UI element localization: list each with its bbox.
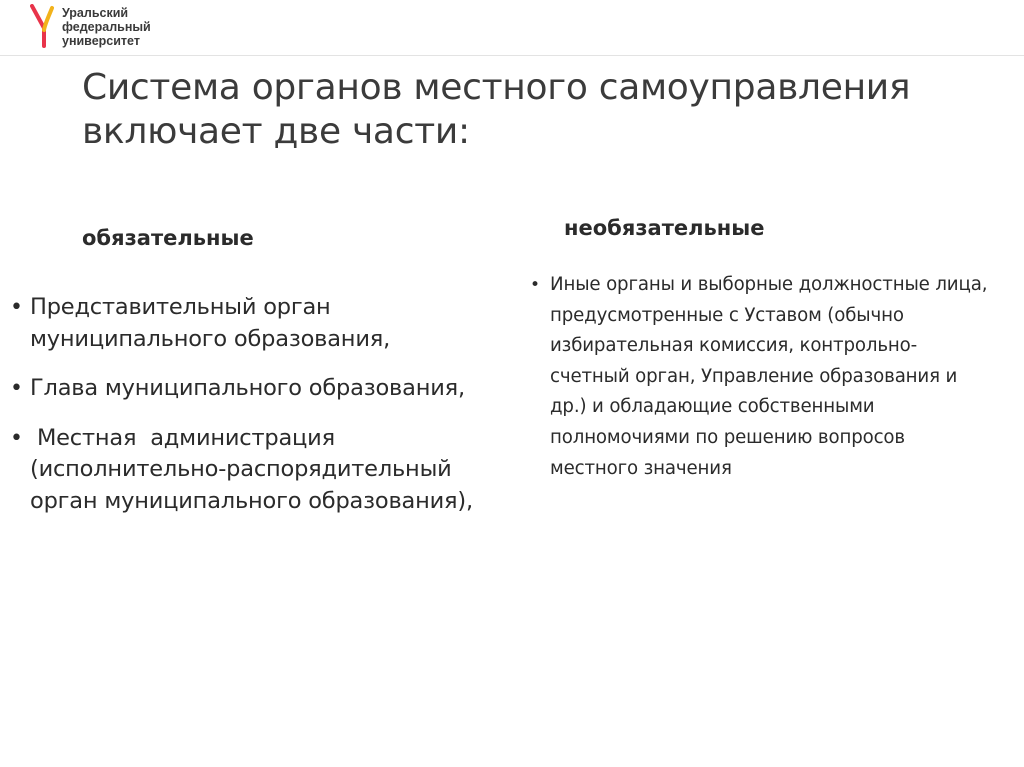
bullet-icon: • bbox=[10, 425, 23, 451]
university-logo bbox=[30, 4, 151, 48]
slide-title: Система органов местного самоуправления включает две части: bbox=[82, 67, 911, 152]
list-item bbox=[530, 270, 990, 484]
logo-text bbox=[62, 6, 151, 48]
header-divider bbox=[0, 55, 1024, 56]
list-item bbox=[10, 292, 510, 355]
bullet-icon: • bbox=[10, 376, 23, 401]
logo-line-2: федеральный bbox=[62, 20, 151, 34]
bullet-icon: • bbox=[530, 275, 540, 295]
mandatory-list bbox=[10, 292, 510, 535]
list-item-text: Представительный орган муниципального образования, bbox=[30, 294, 391, 352]
logo-line-1: Уральский bbox=[62, 6, 129, 20]
list-item-text: Глава муниципального образования, bbox=[30, 375, 465, 401]
mandatory-heading: обязательные bbox=[82, 226, 254, 250]
list-item bbox=[10, 423, 510, 518]
logo-line-3: университет bbox=[62, 34, 140, 48]
optional-heading: необязательные bbox=[564, 216, 765, 240]
list-item-text: Местная администрация (исполнительно-распорядительный орган муниципального образования), bbox=[30, 424, 473, 514]
bullet-icon: • bbox=[10, 295, 23, 320]
list-item-text: Иные органы и выборные должностные лица, предусмотренные с Уставом (обычно избирательная комиссия, контрольно-счетный орган, Управление образования и др.) и обладающие собственными полномочиями по решению вопросов местного значения bbox=[550, 274, 988, 479]
list-item bbox=[10, 373, 510, 405]
optional-list bbox=[530, 270, 990, 484]
urfu-logo-icon bbox=[30, 4, 56, 48]
